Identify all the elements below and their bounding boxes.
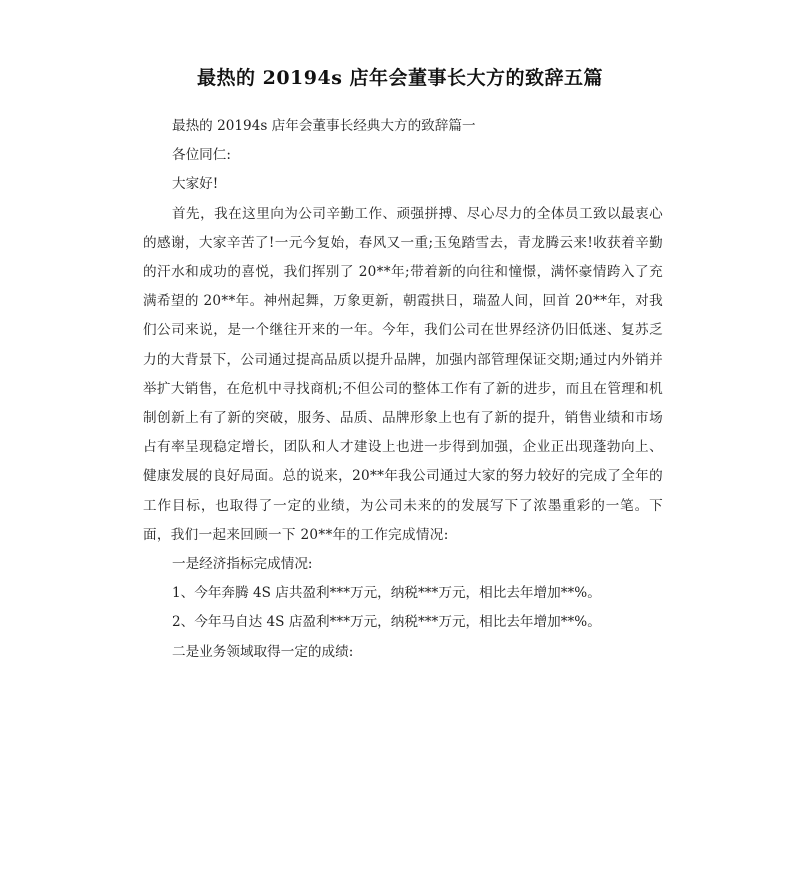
list-item: 1、今年奔腾 4S 店共盈利***万元，纳税***万元，相比去年增加**%。: [172, 585, 601, 602]
list-heading-economic: 一是经济指标完成情况:: [172, 556, 313, 573]
document-title: 最热的 20194s 店年会董事长大方的致辞五篇: [196, 66, 604, 89]
body-paragraph: 首先，我在这里向为公司辛勤工作、顽强拼搏、尽心尽力的全体员工致以最衷心的感谢，大家辛苦了!一元今复始，春风又一重;玉兔踏雪去，青龙腾云来!收获着辛勤的汗水和成功的喜悦，我们挥别了 20**年;带着新的向往和憧憬，满怀豪情跨入了充满希望的 20**年。神州起舞，万象更新，朝霞拱日，瑞盈人间，回首 20**年，对我们公司来说，是一个继往开来的一年。今年，我们公司在世界经济仍旧低迷、复苏乏力的大背景下，公司通过提高品质以提升品牌，加强内部管理保证交期;通过内外销并举扩大销售，在危机中寻找商机;不但公司的整体工作有了新的进步，而且在管理和机制创新上有了新的突破，服务、品质、品牌形象上也有了新的提升，销售业绩和市场占有率呈现稳定增长，团队和人才建设上也进一步得到加强，企业正出现蓬勃向上、健康发展的良好局面。总的说来，20**年我公司通过大家的努力较好的完成了全年的工作目标，也取得了一定的业绩，为公司未来的的发展写下了浓墨重彩的一笔。下面，我们一起来回顾一下 20**年的工作完成情况:: [143, 205, 663, 543]
greeting: 大家好!: [172, 176, 219, 193]
list-item: 2、今年马自达 4S 店盈利***万元，纳税***万元，相比去年增加**%。: [172, 614, 601, 631]
section-heading: 最热的 20194s 店年会董事长经典大方的致辞篇一: [172, 118, 476, 134]
salutation: 各位同仁:: [172, 147, 231, 164]
document-body: [143, 112, 663, 667]
list-heading-business: 二是业务领域取得一定的成绩:: [172, 643, 354, 660]
